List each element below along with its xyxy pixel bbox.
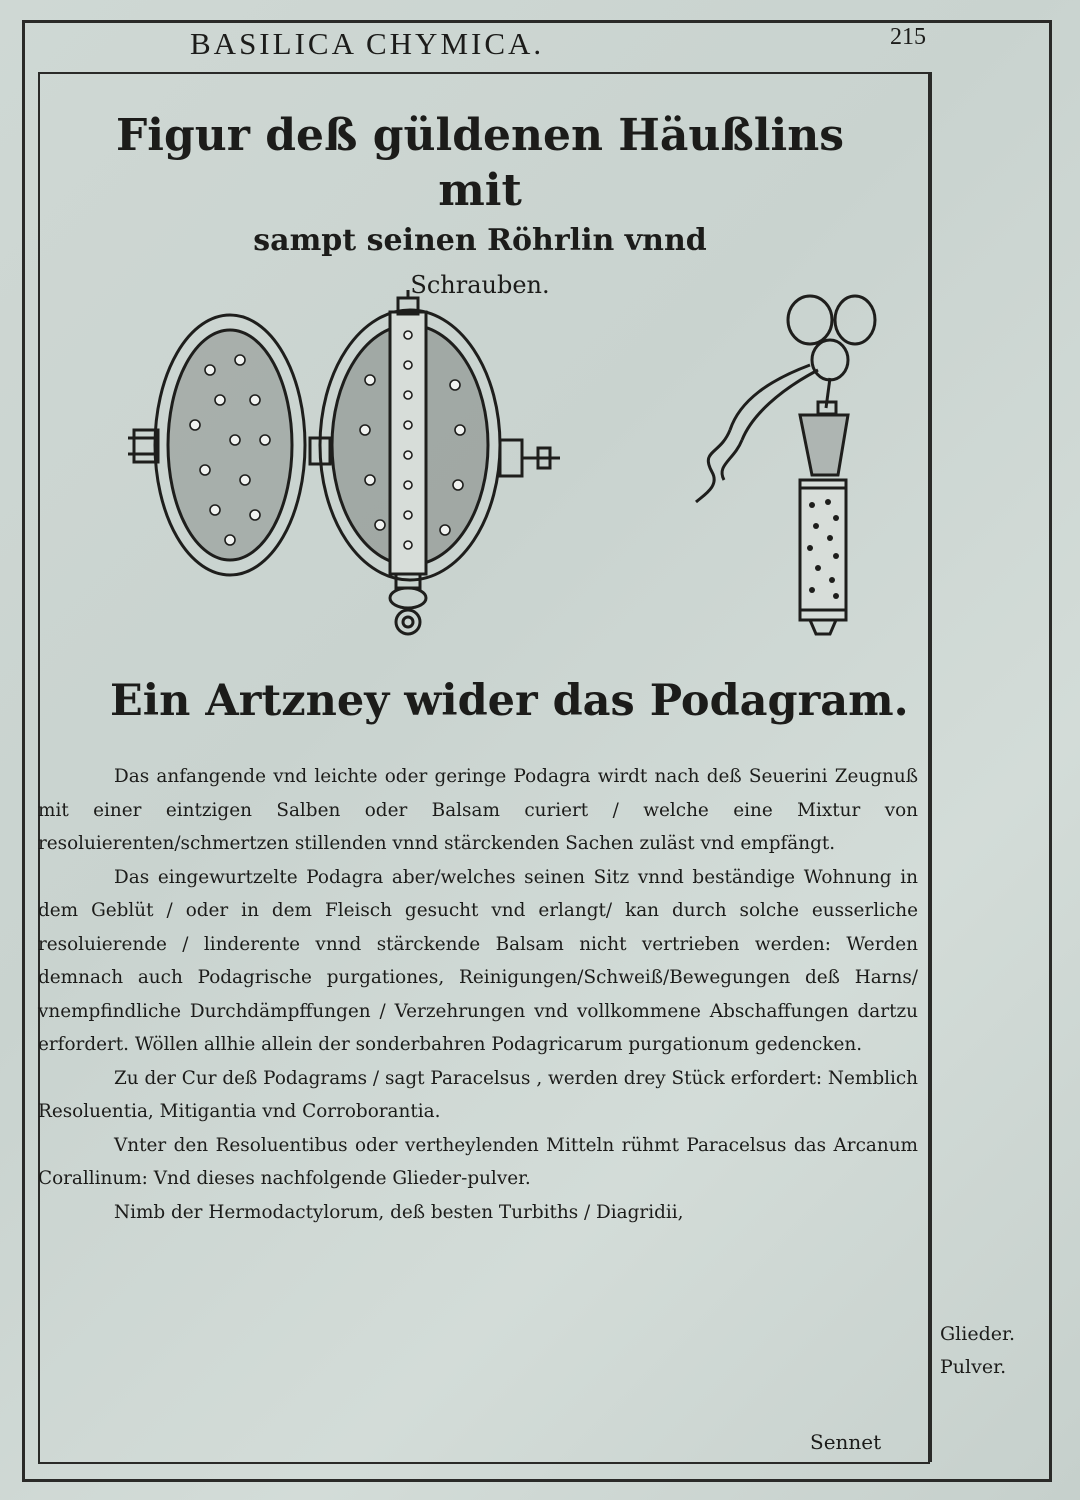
marginal-note xyxy=(940,1318,1040,1384)
margin-rule xyxy=(930,72,932,1462)
hinged-case-icon xyxy=(120,290,570,640)
figure-caption-line-1: Figur deß güldenen Häußlins mit xyxy=(116,110,844,216)
paragraph: Das anfangende vnd leichte oder geringe Podagra wirdt nach deß Seuerini Zeugnuß mit einer eintzigen Salben oder Balsam curiert / welche eine Mixtur von resoluierenten/schmertzen stillenden vnnd stärckenden Sachen zuläst vnd empfängt. xyxy=(38,766,918,854)
paragraph: Vnter den Resoluentibus oder vertheylenden Mitteln rühmt Paracelsus das Arcanum Corallinum: Vnd dieses nachfolgende Glieder-pulver. xyxy=(38,1134,918,1189)
marginal-note-line-2: Pulver. xyxy=(940,1356,1007,1378)
figure-caption-line-3: Schrauben. xyxy=(410,270,550,299)
figure-caption-line-2: sampt seinen Röhrlin vnnd xyxy=(253,223,707,258)
marginal-note-line-1: Glieder. xyxy=(940,1323,1016,1345)
paragraph: Zu der Cur deß Podagrams / sagt Paracelsus , werden drey Stück erfordert: Nemblich Resoluentia, Mitigantia vnd Corroborantia. xyxy=(38,1067,918,1122)
paragraph: Nimb der Hermodactylorum, deß besten Turbiths / Diagridii, xyxy=(114,1201,684,1223)
page-number: 215 xyxy=(890,24,926,50)
section-heading: Ein Artzney wider das Podagram. xyxy=(110,676,909,726)
body-text xyxy=(38,760,918,1229)
tube-with-cord-icon xyxy=(690,290,900,640)
running-title: BASILICA CHYMICA. xyxy=(190,26,545,61)
paragraph: Das eingewurtzelte Podagra aber/welches seinen Sitz vnnd beständige Wohnung in dem Geblüt / oder in dem Fleisch gesucht vnd erlangt/ kan durch solche eusserliche resoluierende / linderente vnnd stärckende Balsam nicht vertrieben werden: Werden demnach auch Podagrische purgationes, Reinigungen/Schweiß/Bewegungen deß Harns/ vnempfindliche Durchdämpffungen / Verzehrungen vnd vollkommene Abschaffungen dartzu erfordert. Wöllen allhie allein der sonderbahren Podagricarum purgationum gedencken. xyxy=(38,866,918,1055)
figure-caption xyxy=(90,108,870,300)
catchword: Sennet xyxy=(810,1430,882,1454)
